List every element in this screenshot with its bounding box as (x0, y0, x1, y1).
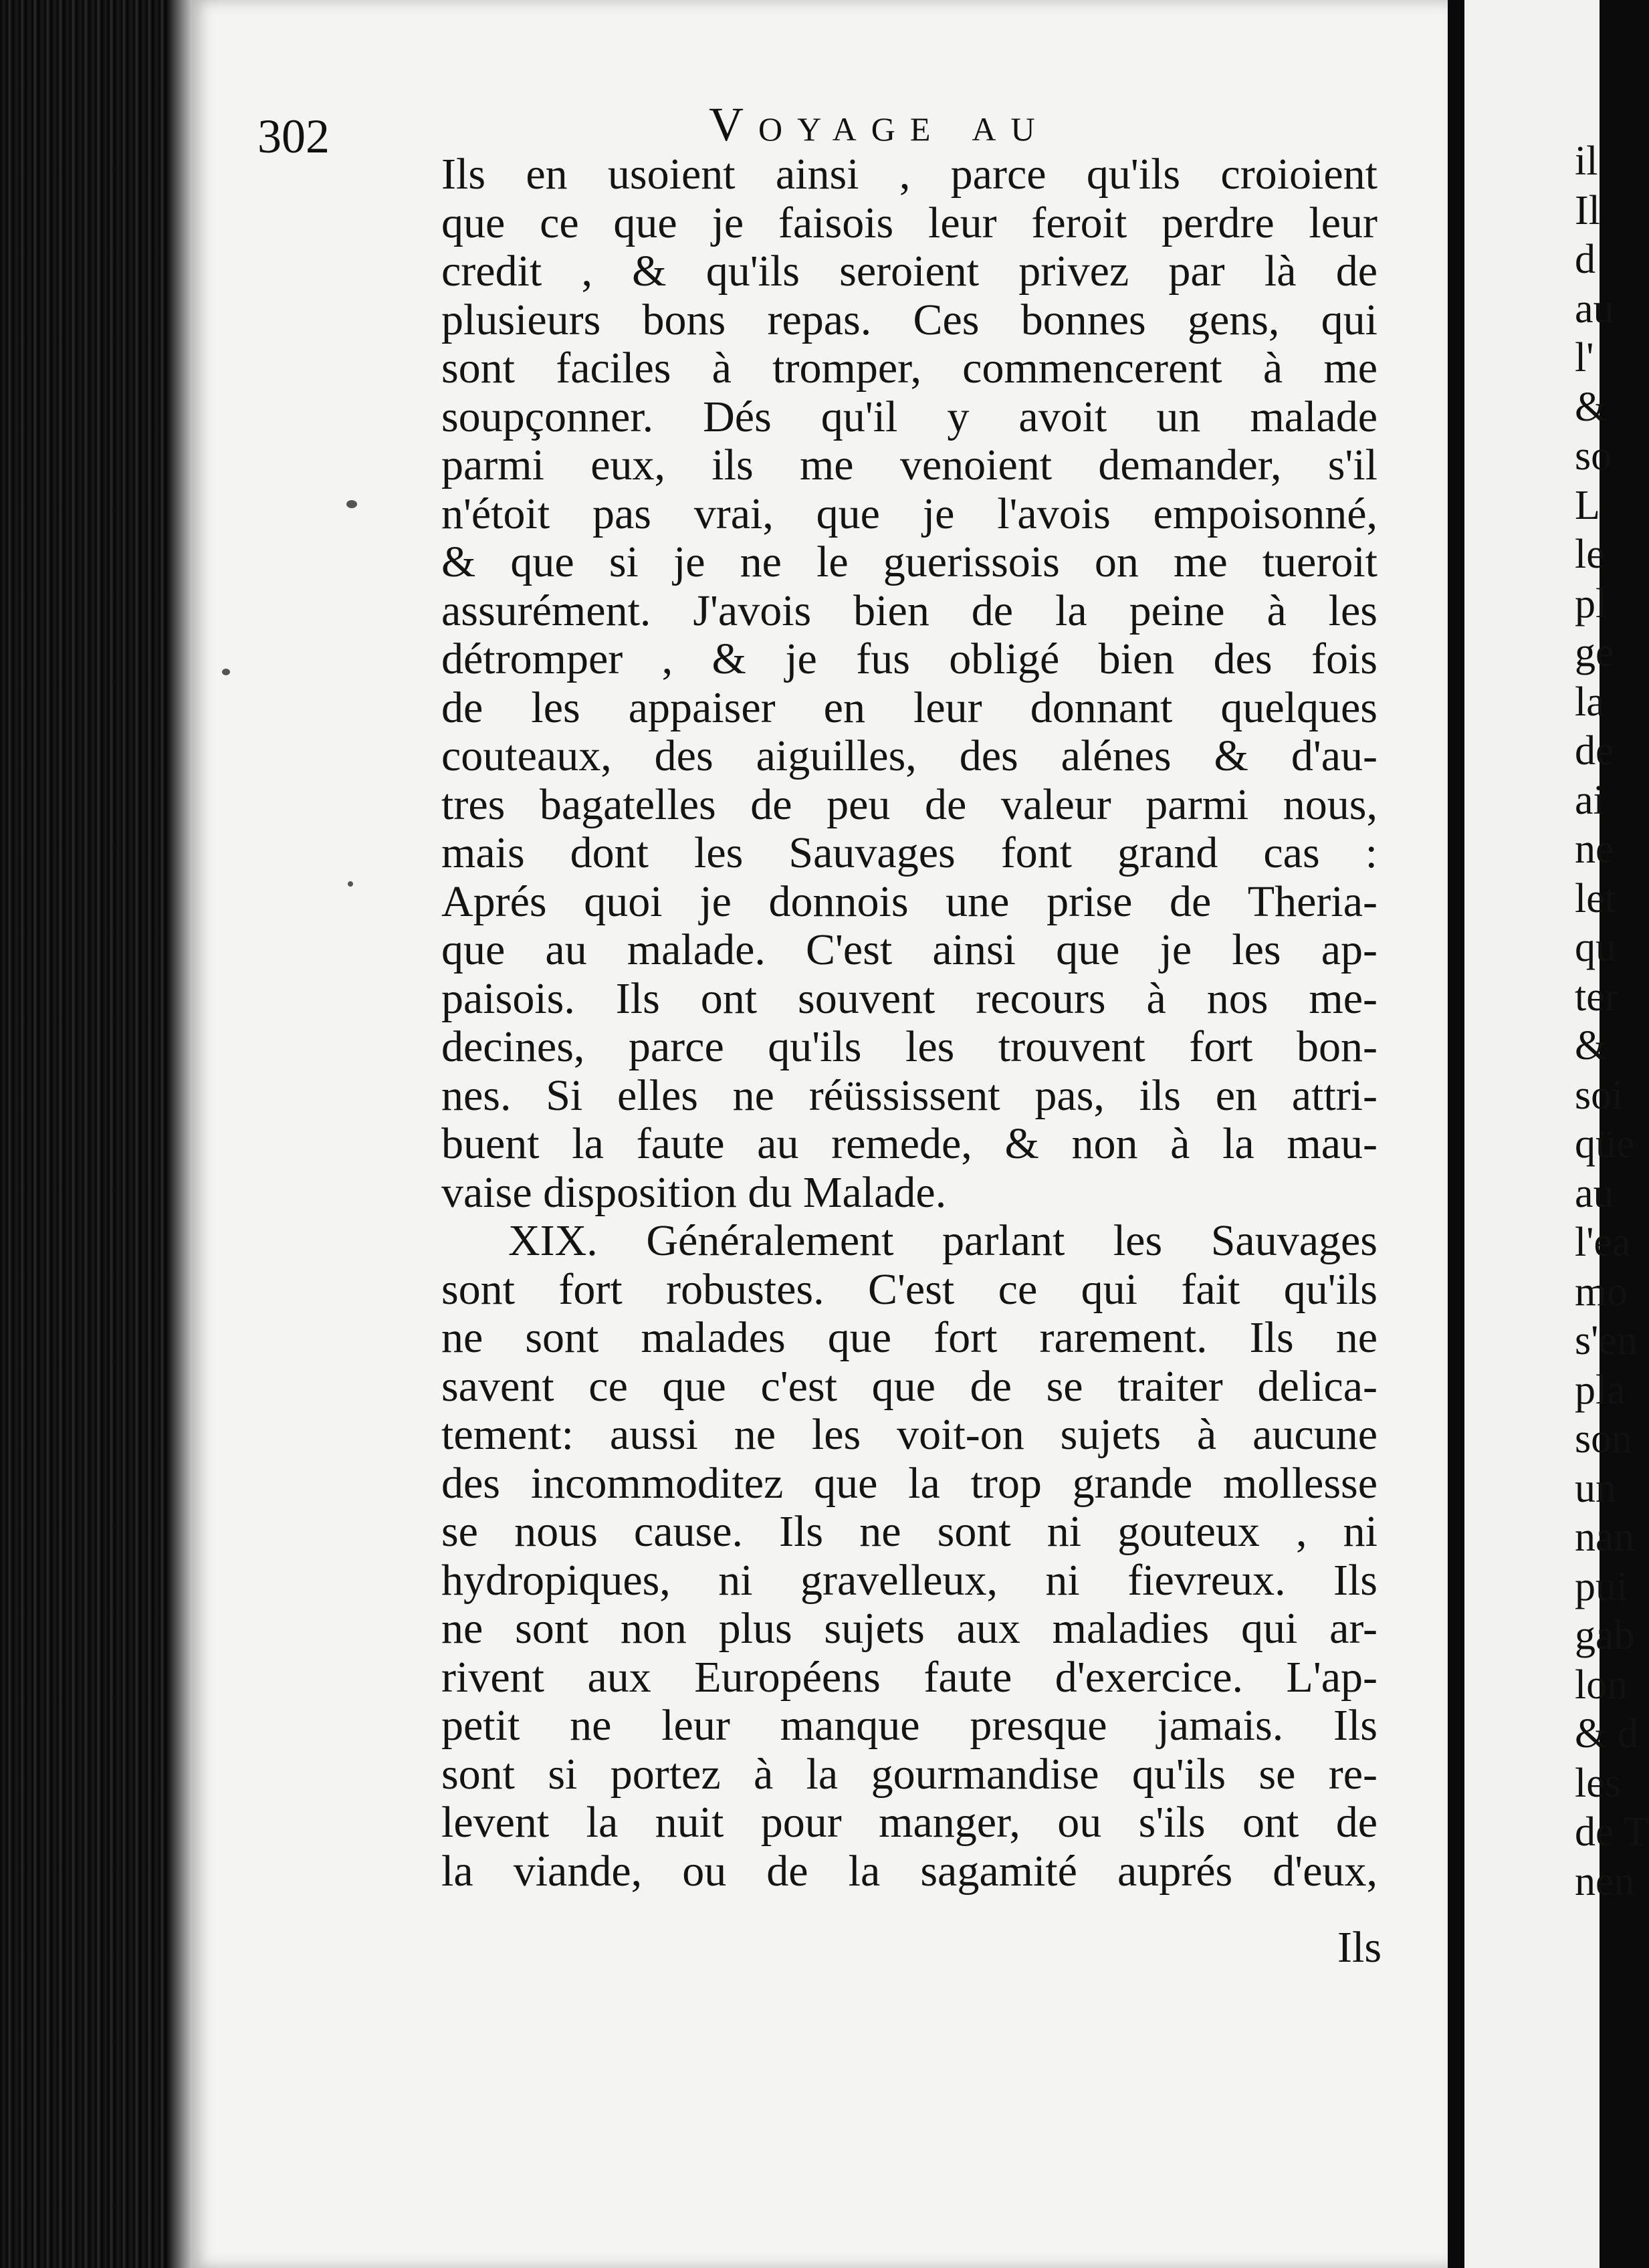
facing-page-shadow (1448, 0, 1464, 2268)
facing-page-fragment: qu (1575, 925, 1616, 970)
text-line: tres bagatelles de peu de valeur parmi nous, (441, 780, 1378, 829)
facing-page-fragment: ter (1575, 974, 1619, 1020)
text-line: n'étoit pas vrai, que je l'avois empoisonné, (441, 489, 1378, 538)
text-line: & que si je ne le guerissois on me tueroit (441, 538, 1378, 586)
text-line: assurément. J'avois bien de la peine à les (441, 586, 1378, 635)
text-line: Ils en usoient ainsi , parce qu'ils croioient (441, 150, 1378, 199)
text-line: vaise disposition du Malade. (441, 1167, 947, 1217)
text-line: se nous cause. Ils ne sont ni gouteux , ni (441, 1507, 1378, 1556)
text-line: ne sont malades que fort rarement. Ils ne (441, 1313, 1378, 1362)
ink-speck (346, 500, 357, 508)
facing-page-fragment: Il (1575, 187, 1600, 233)
facing-page-fragment: & d (1575, 1711, 1638, 1756)
text-line: soupçonner. Dés qu'il y avoit un malade (441, 392, 1378, 441)
text-line: savent ce que c'est que de se traiter delica- (441, 1361, 1378, 1411)
facing-page-fragment: de (1575, 728, 1614, 774)
facing-page-fragment: son (1575, 1416, 1633, 1462)
facing-page-fragment: L (1575, 482, 1600, 528)
facing-page-fragment: l'ea (1575, 1220, 1631, 1265)
text-line: tement: aussi ne les voit-on sujets à aucune (441, 1410, 1378, 1459)
facing-page-fragment: ne (1575, 826, 1614, 872)
text-line: sont fort robustes. C'est ce qui fait qu'ils (441, 1264, 1378, 1314)
ink-speck (222, 669, 230, 675)
text-line: que ce que je faisois leur feroit perdre leur (441, 198, 1378, 247)
text-line: paisois. Ils ont souvent recours à nos me- (441, 974, 1378, 1023)
facing-page (1464, 0, 1649, 2268)
text-line: détromper , & je fus obligé bien des fois (441, 635, 1378, 683)
catchword: Ils (1337, 1923, 1382, 1972)
page-edge-shadow (167, 0, 194, 2268)
facing-page-fragment: & (1575, 1023, 1608, 1068)
page-number: 302 (257, 110, 330, 163)
text-line: decines, parce qu'ils les trouvent fort bon- (441, 1022, 1378, 1071)
facing-page-fragment: lon (1575, 1662, 1628, 1708)
facing-page-fragment: un (1575, 1465, 1616, 1511)
facing-page-fragment: l' (1575, 335, 1594, 380)
text-line: Aprés quoi je donnois une prise de Theria- (441, 877, 1378, 926)
text-line: couteaux, des aiguilles, des alénes & d'au- (441, 731, 1378, 780)
facing-page-fragment: au (1575, 286, 1614, 332)
text-line: que au malade. C'est ainsi que je les ap- (441, 925, 1378, 974)
facing-page-fragment: ge (1575, 630, 1614, 675)
facing-page-fragment: nan (1575, 1514, 1635, 1560)
facing-page-fragment: le (1575, 532, 1605, 577)
text-line: des incommoditez que la trop grande mollesse (441, 1458, 1378, 1508)
section-heading-line: XIX. Généralement parlant les Sauvages (508, 1216, 1378, 1265)
facing-page-fragment: mo (1575, 1268, 1628, 1315)
text-line: sont faciles à tromper, commencerent à me (441, 344, 1378, 392)
facing-page-fragment: pla (1575, 1367, 1626, 1413)
ink-speck (348, 881, 353, 887)
text-line: buent la faute au remede, & non à la mau- (441, 1119, 1378, 1168)
text-line: de les appaiser en leur donnant quelques (441, 683, 1378, 732)
facing-page-fragment: au (1575, 1170, 1614, 1216)
facing-page-fragment: la (1575, 679, 1605, 725)
facing-page-fragment: so (1575, 433, 1612, 479)
facing-page-fragment: pl (1575, 580, 1608, 627)
text-line: hydropiques, ni gravelleux, ni fievreux. Ils (441, 1555, 1378, 1605)
text-line: mais dont les Sauvages font grand cas : (441, 828, 1378, 877)
text-line: la viande, ou de la sagamité auprés d'eux, (441, 1846, 1378, 1896)
facing-page-fragment: de T (1575, 1809, 1649, 1855)
running-head: Voyage au (709, 98, 1050, 151)
facing-page-fragment: let (1575, 875, 1616, 921)
text-line: parmi eux, ils me venoient demander, s'il (441, 441, 1378, 489)
facing-page-fragment: s'en (1575, 1318, 1638, 1363)
body-text (441, 150, 1378, 1896)
facing-page-fragment: nen (1575, 1858, 1635, 1904)
text-line: plusieurs bons repas. Ces bonnes gens, qui (441, 295, 1378, 344)
text-line: credit , & qu'ils seroient privez par là de (441, 247, 1378, 296)
text-line: nes. Si elles ne réüssissent pas, ils en attri- (441, 1070, 1378, 1120)
text-line: rivent aux Européens faute d'exercice. L'ap- (441, 1652, 1378, 1702)
facing-page-fragment: les (1575, 1760, 1621, 1806)
facing-page-fragment: pui (1575, 1563, 1628, 1609)
text-line: ne sont non plus sujets aux maladies qui ar- (441, 1604, 1378, 1653)
facing-page-fragment: gab (1575, 1613, 1635, 1658)
text-line: levent la nuit pour manger, ou s'ils ont de (441, 1798, 1378, 1847)
facing-page-fragment: il (1575, 138, 1598, 184)
text-line: sont si portez à la gourmandise qu'ils se re- (441, 1749, 1378, 1799)
facing-page-fragment: d (1575, 237, 1596, 282)
facing-page-fragment: qüe (1575, 1121, 1635, 1167)
facing-page-fragment: & (1575, 384, 1608, 430)
facing-page-fragment: soi (1575, 1072, 1624, 1118)
text-line: petit ne leur manque presque jamais. Ils (441, 1701, 1378, 1750)
facing-page-fragment: ai (1575, 777, 1605, 823)
